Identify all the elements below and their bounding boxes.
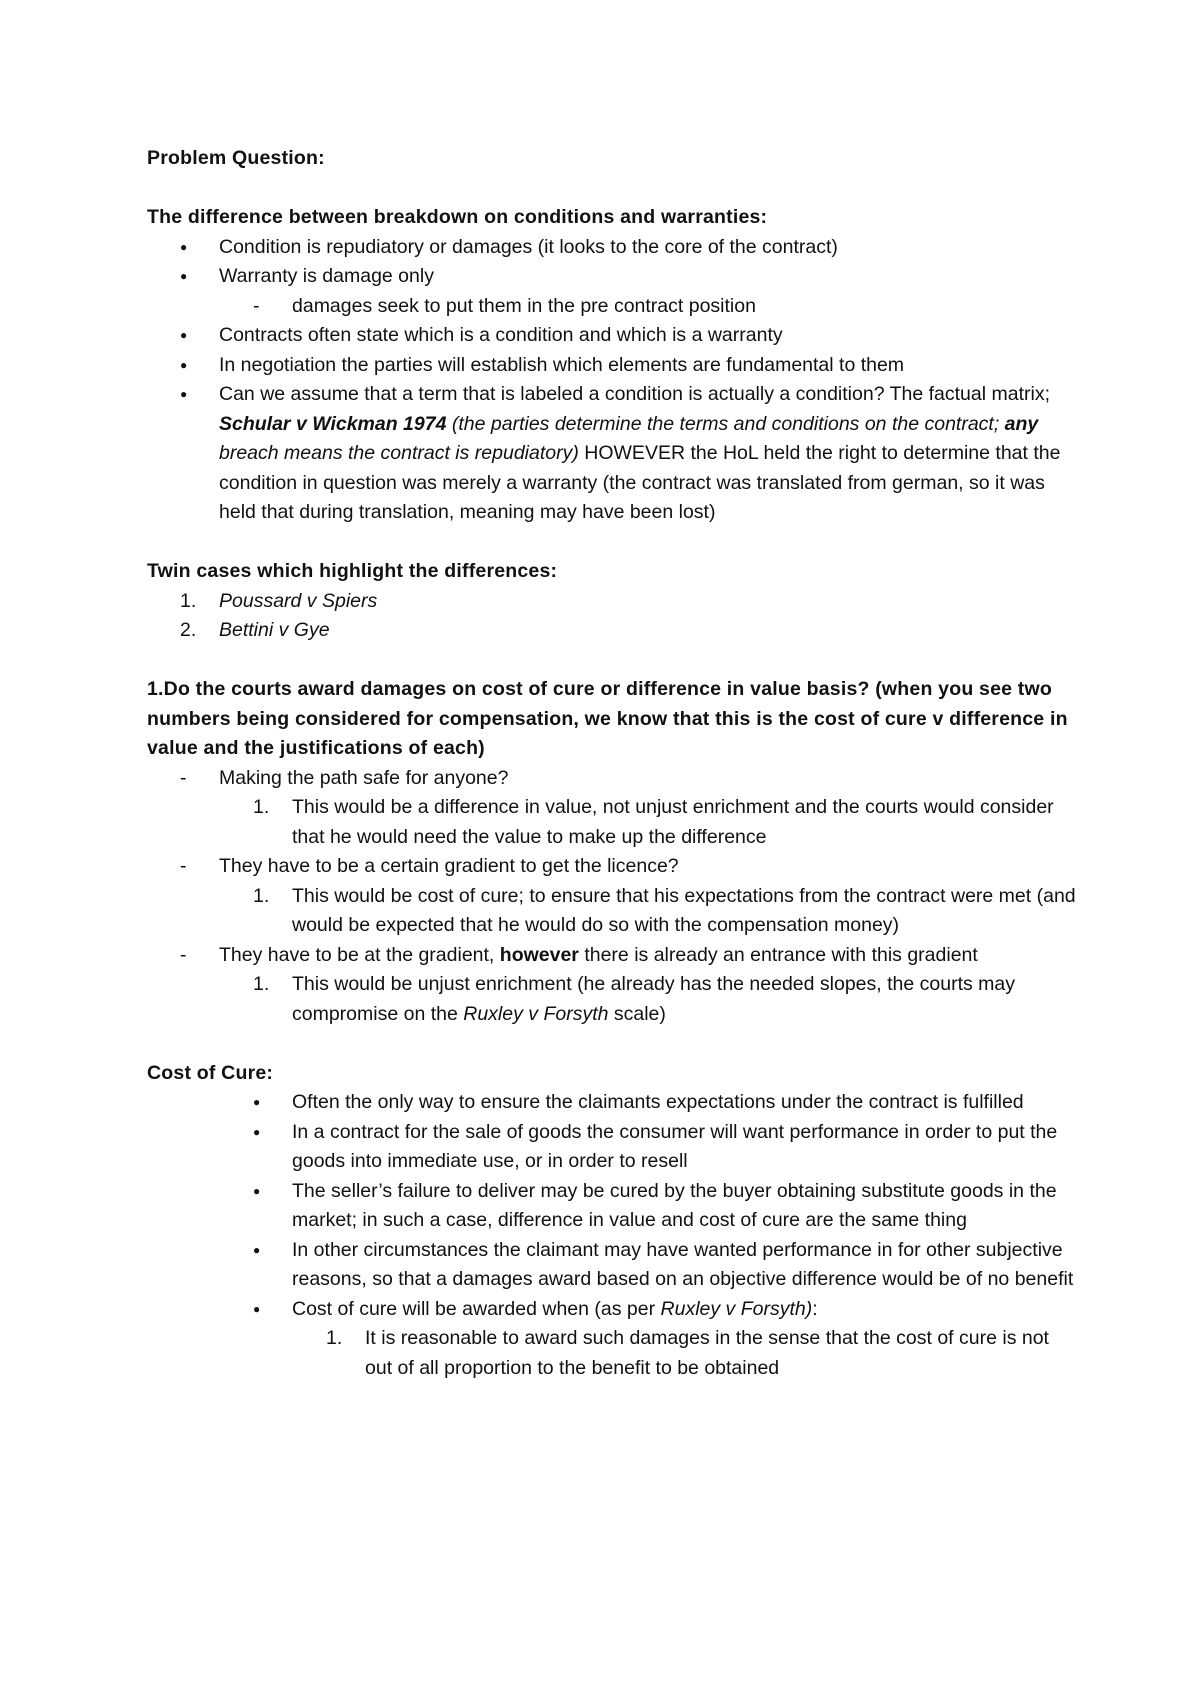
document-body xyxy=(147,144,1077,1383)
bullet-icon: ● xyxy=(180,387,188,401)
list-number: 1. xyxy=(253,796,270,818)
problem-heading: Problem Question: xyxy=(147,147,325,169)
list-number: 1. xyxy=(253,884,270,907)
bullet-icon: ● xyxy=(253,1301,261,1316)
dash-marker: - xyxy=(253,294,260,317)
case-name: Poussard v Spiers xyxy=(219,589,378,612)
sub-list-item: - damages seek to put them in the pre contract position xyxy=(147,292,1077,322)
dash-marker: - xyxy=(180,766,187,789)
list-item: ● In a contract for the sale of goods the consumer will want performance in order to put the goods into immediate use, or in order to resell xyxy=(147,1118,1077,1177)
sub-list-item: 1. This would be unjust enrichment (he already has the needed slopes, the courts may compromise on the Ruxley v Forsyth scale) xyxy=(147,970,1077,1029)
list-number: 2. xyxy=(180,619,197,641)
dash-marker: - xyxy=(180,943,187,966)
section2-heading: Twin cases which highlight the differences: xyxy=(147,560,558,582)
bullet-icon: ● xyxy=(180,239,188,254)
list-item: ● Cost of cure will be awarded when (as per Ruxley v Forsyth): xyxy=(147,1295,1077,1325)
case-name: Bettini v Gye xyxy=(219,619,330,641)
sub-list-item: 1. It is reasonable to award such damages in the sense that the cost of cure is not out of all proportion to the benefit to be obtained xyxy=(147,1324,1077,1383)
bullet-icon: ● xyxy=(180,328,188,342)
case-name: Schular v Wickman 1974 xyxy=(219,412,447,435)
list-item: ● Contracts often state which is a condition and which is a warranty xyxy=(147,321,1077,351)
bullet-icon: ● xyxy=(253,1242,261,1257)
bullet-icon: ● xyxy=(253,1183,261,1198)
case-name: Ruxley v Forsyth) xyxy=(660,1297,813,1320)
bullet-icon: ● xyxy=(253,1095,261,1109)
section1-heading: The difference between breakdown on conditions and warranties: xyxy=(147,206,768,228)
list-item: ● In negotiation the parties will establish which elements are fundamental to them xyxy=(147,351,1077,381)
list-item: ● Warranty is damage only xyxy=(147,262,1077,292)
list-item: ● Often the only way to ensure the claimants expectations under the contract is fulfilled xyxy=(147,1088,1077,1118)
list-item xyxy=(147,587,1077,617)
list-number: 1. xyxy=(253,973,270,995)
sub-list-item: 1. This would be a difference in value, not unjust enrichment and the courts would consider that he would need the value to make up the difference xyxy=(147,793,1077,852)
list-item: ● In other circumstances the claimant may have wanted performance in for other subjective reasons, so that a damages award based on an objective difference would be of no benefit xyxy=(147,1236,1077,1295)
dash-marker: - xyxy=(180,855,187,877)
section4-heading: Cost of Cure: xyxy=(147,1061,274,1084)
bullet-icon: ● xyxy=(180,269,188,283)
list-item: ● Condition is repudiatory or damages (it looks to the core of the contract) xyxy=(147,233,1077,263)
list-number: 1. xyxy=(180,589,197,612)
bullet-icon: ● xyxy=(180,357,188,372)
list-item xyxy=(147,616,1077,646)
section3-heading: 1.Do the courts award damages on cost of cure or difference in value basis? (when you see two numbers being considered for compensation, we know that this is the cost of cure v difference in value and the justifications of each) xyxy=(147,678,1068,759)
list-item: ● Can we assume that a term that is labeled a condition is actually a condition? The factual matrix; Schular v Wickman 1974 (the parties determine the terms and conditions on the contract; any breach means the contract is repudiatory) HOWEVER the HoL held the right to determine that the condition in question was merely a warranty (the contract was translated from german, so it was held that during translation, meaning may have been lost) xyxy=(147,380,1077,528)
list-item: - Making the path safe for anyone? xyxy=(147,764,1077,794)
list-item: - They have to be at the gradient, however there is already an entrance with this gradient xyxy=(147,941,1077,971)
list-number: 1. xyxy=(326,1327,343,1349)
list-item: ● The seller’s failure to deliver may be cured by the buyer obtaining substitute goods in the market; in such a case, difference in value and cost of cure are the same thing xyxy=(147,1177,1077,1236)
bullet-icon: ● xyxy=(253,1124,261,1139)
sub-list-item: 1. This would be cost of cure; to ensure that his expectations from the contract were met (and would be expected that he would do so with the compensation money) xyxy=(147,882,1077,941)
case-name: Ruxley v Forsyth xyxy=(463,1002,609,1025)
list-item: - They have to be a certain gradient to get the licence? xyxy=(147,852,1077,882)
